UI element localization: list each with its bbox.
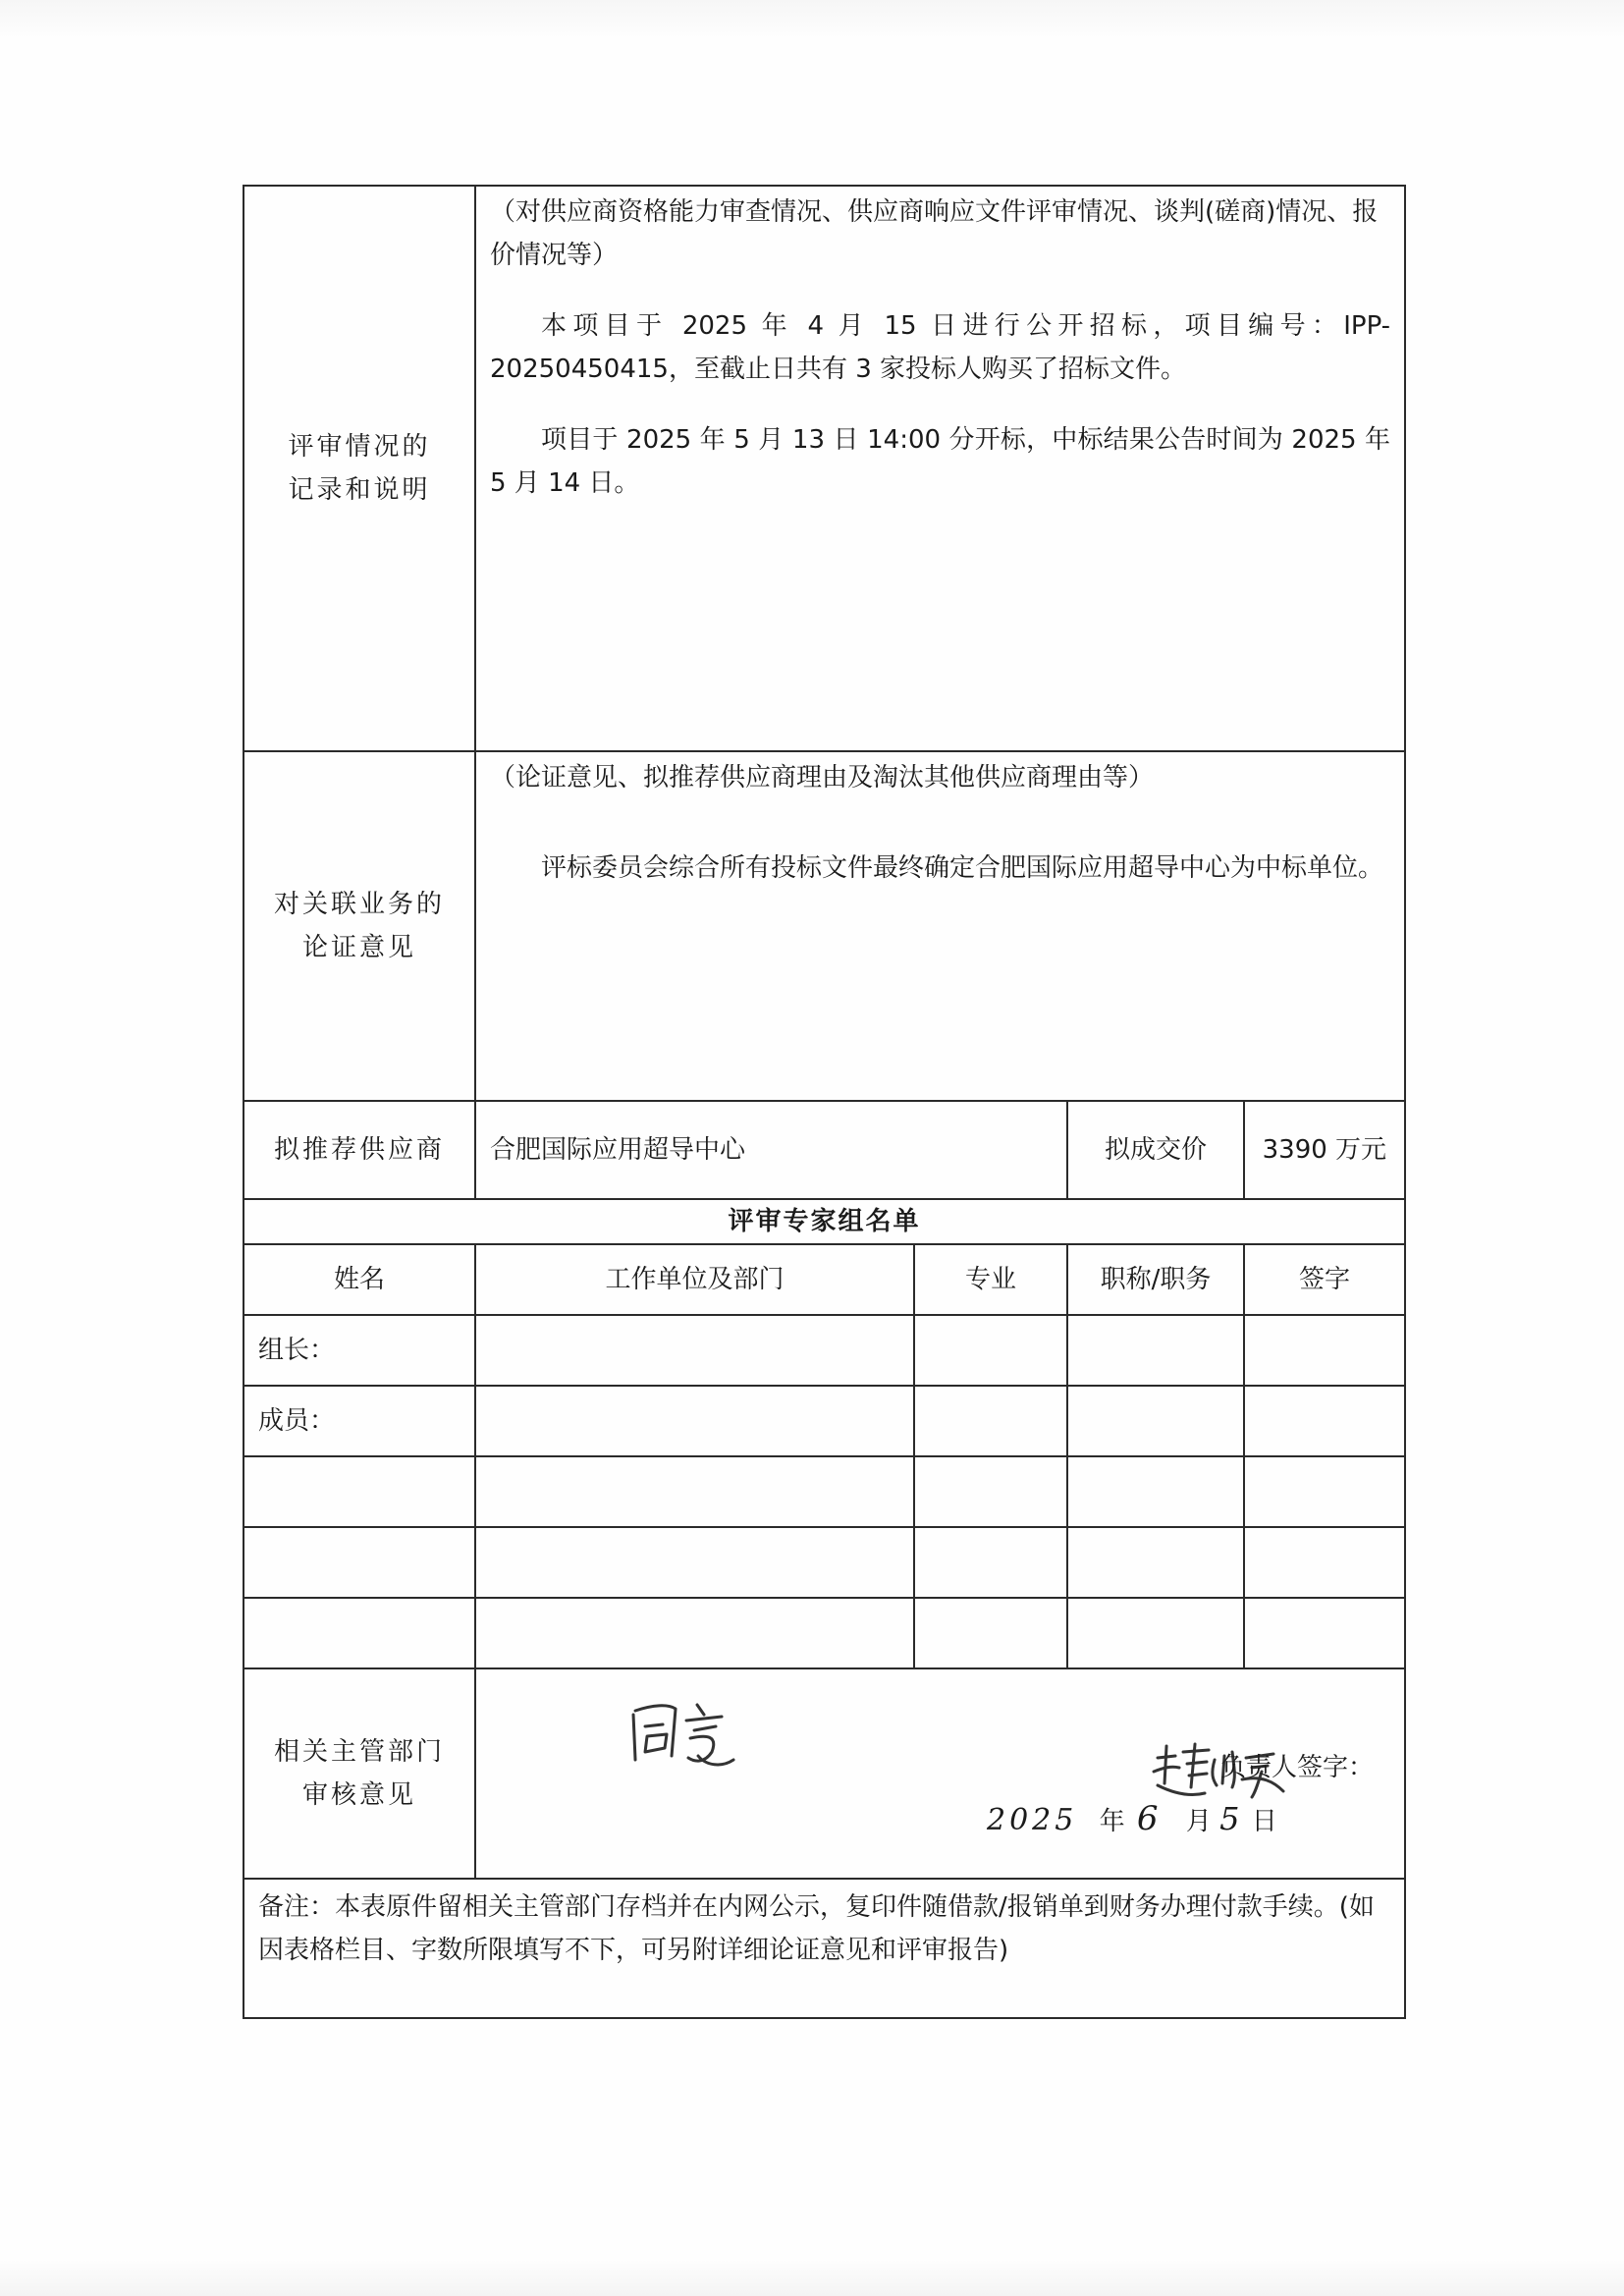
review-record-paragraph-1: 本项目于 2025 年 4 月 15 日进行公开招标，项目编号：IPP-20250450415，至截止日共有 3 家投标人购买了招标文件。 [490,311,1391,384]
table-cell [475,1315,914,1386]
handwritten-day: 5 [1219,1800,1240,1837]
remark-text: 备注：本表原件留相关主管部门存档并在内网公示，复印件随借款/报销单到财务办理付款手续。(如因表格栏目、字数所限填写不下，可另附详细论证意见和评审报告) [244,1879,1405,2018]
table-cell [475,1527,914,1598]
responsible-signature-label: 负责人签字： [1220,1753,1375,1782]
header-unit: 工作单位及部门 [475,1244,914,1315]
table-row [244,1598,1405,1668]
header-signature: 签字 [1244,1244,1405,1315]
price-value: 3390 万元 [1244,1101,1405,1199]
table-cell [914,1386,1067,1456]
experts-title-row [244,1199,1405,1244]
argument-label-line2: 论证意见 [301,933,416,962]
review-record-hint: （对供应商资格能力审查情况、供应商响应文件评审情况、谈判(磋商)情况、报价情况等） [490,197,1379,270]
table-cell [1244,1456,1405,1527]
review-record-label-line1: 评审情况的 [288,432,431,462]
department-label [244,1668,475,1879]
expert-row-label [244,1527,475,1598]
expert-row-label: 组长： [244,1315,475,1386]
date-line [987,1797,1277,1843]
table-cell [914,1456,1067,1527]
review-record-label-line2: 记录和说明 [288,475,431,505]
experts-header-row [244,1244,1405,1315]
argument-hint: （论证意见、拟推荐供应商理由及淘汰其他供应商理由等） [490,763,1155,793]
supplier-label: 拟推荐供应商 [244,1101,475,1199]
expert-row-label [244,1456,475,1527]
experts-title: 评审专家组名单 [244,1199,1405,1244]
table-cell [1244,1598,1405,1668]
review-record-label [244,186,475,751]
supplier-row [244,1101,1405,1199]
table-row [244,1456,1405,1527]
table-cell [1244,1527,1405,1598]
expert-row-label: 成员： [244,1386,475,1456]
table-cell [1244,1386,1405,1456]
day-suffix: 日 [1251,1807,1277,1836]
table-cell [1067,1386,1244,1456]
table-row [244,1315,1405,1386]
header-name: 姓名 [244,1244,475,1315]
table-row [244,1386,1405,1456]
review-form-table [243,185,1406,2019]
table-cell [475,1456,914,1527]
table-cell [1067,1527,1244,1598]
year-suffix: 年 [1099,1807,1125,1836]
month-suffix: 月 [1185,1807,1212,1836]
review-record-content [475,186,1405,751]
department-row [244,1668,1405,1879]
header-title: 职称/职务 [1067,1244,1244,1315]
table-cell [1244,1315,1405,1386]
table-row [244,1527,1405,1598]
department-opinion-area [476,1669,1404,1878]
handwritten-opinion-tongyi [633,1705,733,1765]
table-cell [1067,1315,1244,1386]
department-opinion-cell [475,1668,1405,1879]
remark-row [244,1879,1405,2018]
handwritten-month: 6 [1136,1799,1159,1838]
department-label-line1: 相关主管部门 [273,1737,445,1767]
table-cell [914,1527,1067,1598]
table-cell [1067,1456,1244,1527]
argument-content [475,751,1405,1101]
argument-label [244,751,475,1101]
table-cell [475,1598,914,1668]
table-cell [1067,1598,1244,1668]
department-label-line2: 审核意见 [301,1780,416,1810]
price-label: 拟成交价 [1067,1101,1244,1199]
argument-label-line1: 对关联业务的 [273,890,445,919]
expert-row-label [244,1598,475,1668]
argument-paragraph: 评标委员会综合所有投标文件最终确定合肥国际应用超导中心为中标单位。 [541,853,1384,883]
handwritten-year: 2025 [987,1803,1078,1837]
table-cell [475,1386,914,1456]
argument-row [244,751,1405,1101]
table-cell [914,1315,1067,1386]
supplier-value: 合肥国际应用超导中心 [475,1101,1067,1199]
review-record-row [244,186,1405,751]
table-cell [914,1598,1067,1668]
header-major: 专业 [914,1244,1067,1315]
review-record-paragraph-2: 项目于 2025 年 5 月 13 日 14:00 分开标，中标结果公告时间为 2025 年 5 月 14 日。 [490,425,1391,498]
